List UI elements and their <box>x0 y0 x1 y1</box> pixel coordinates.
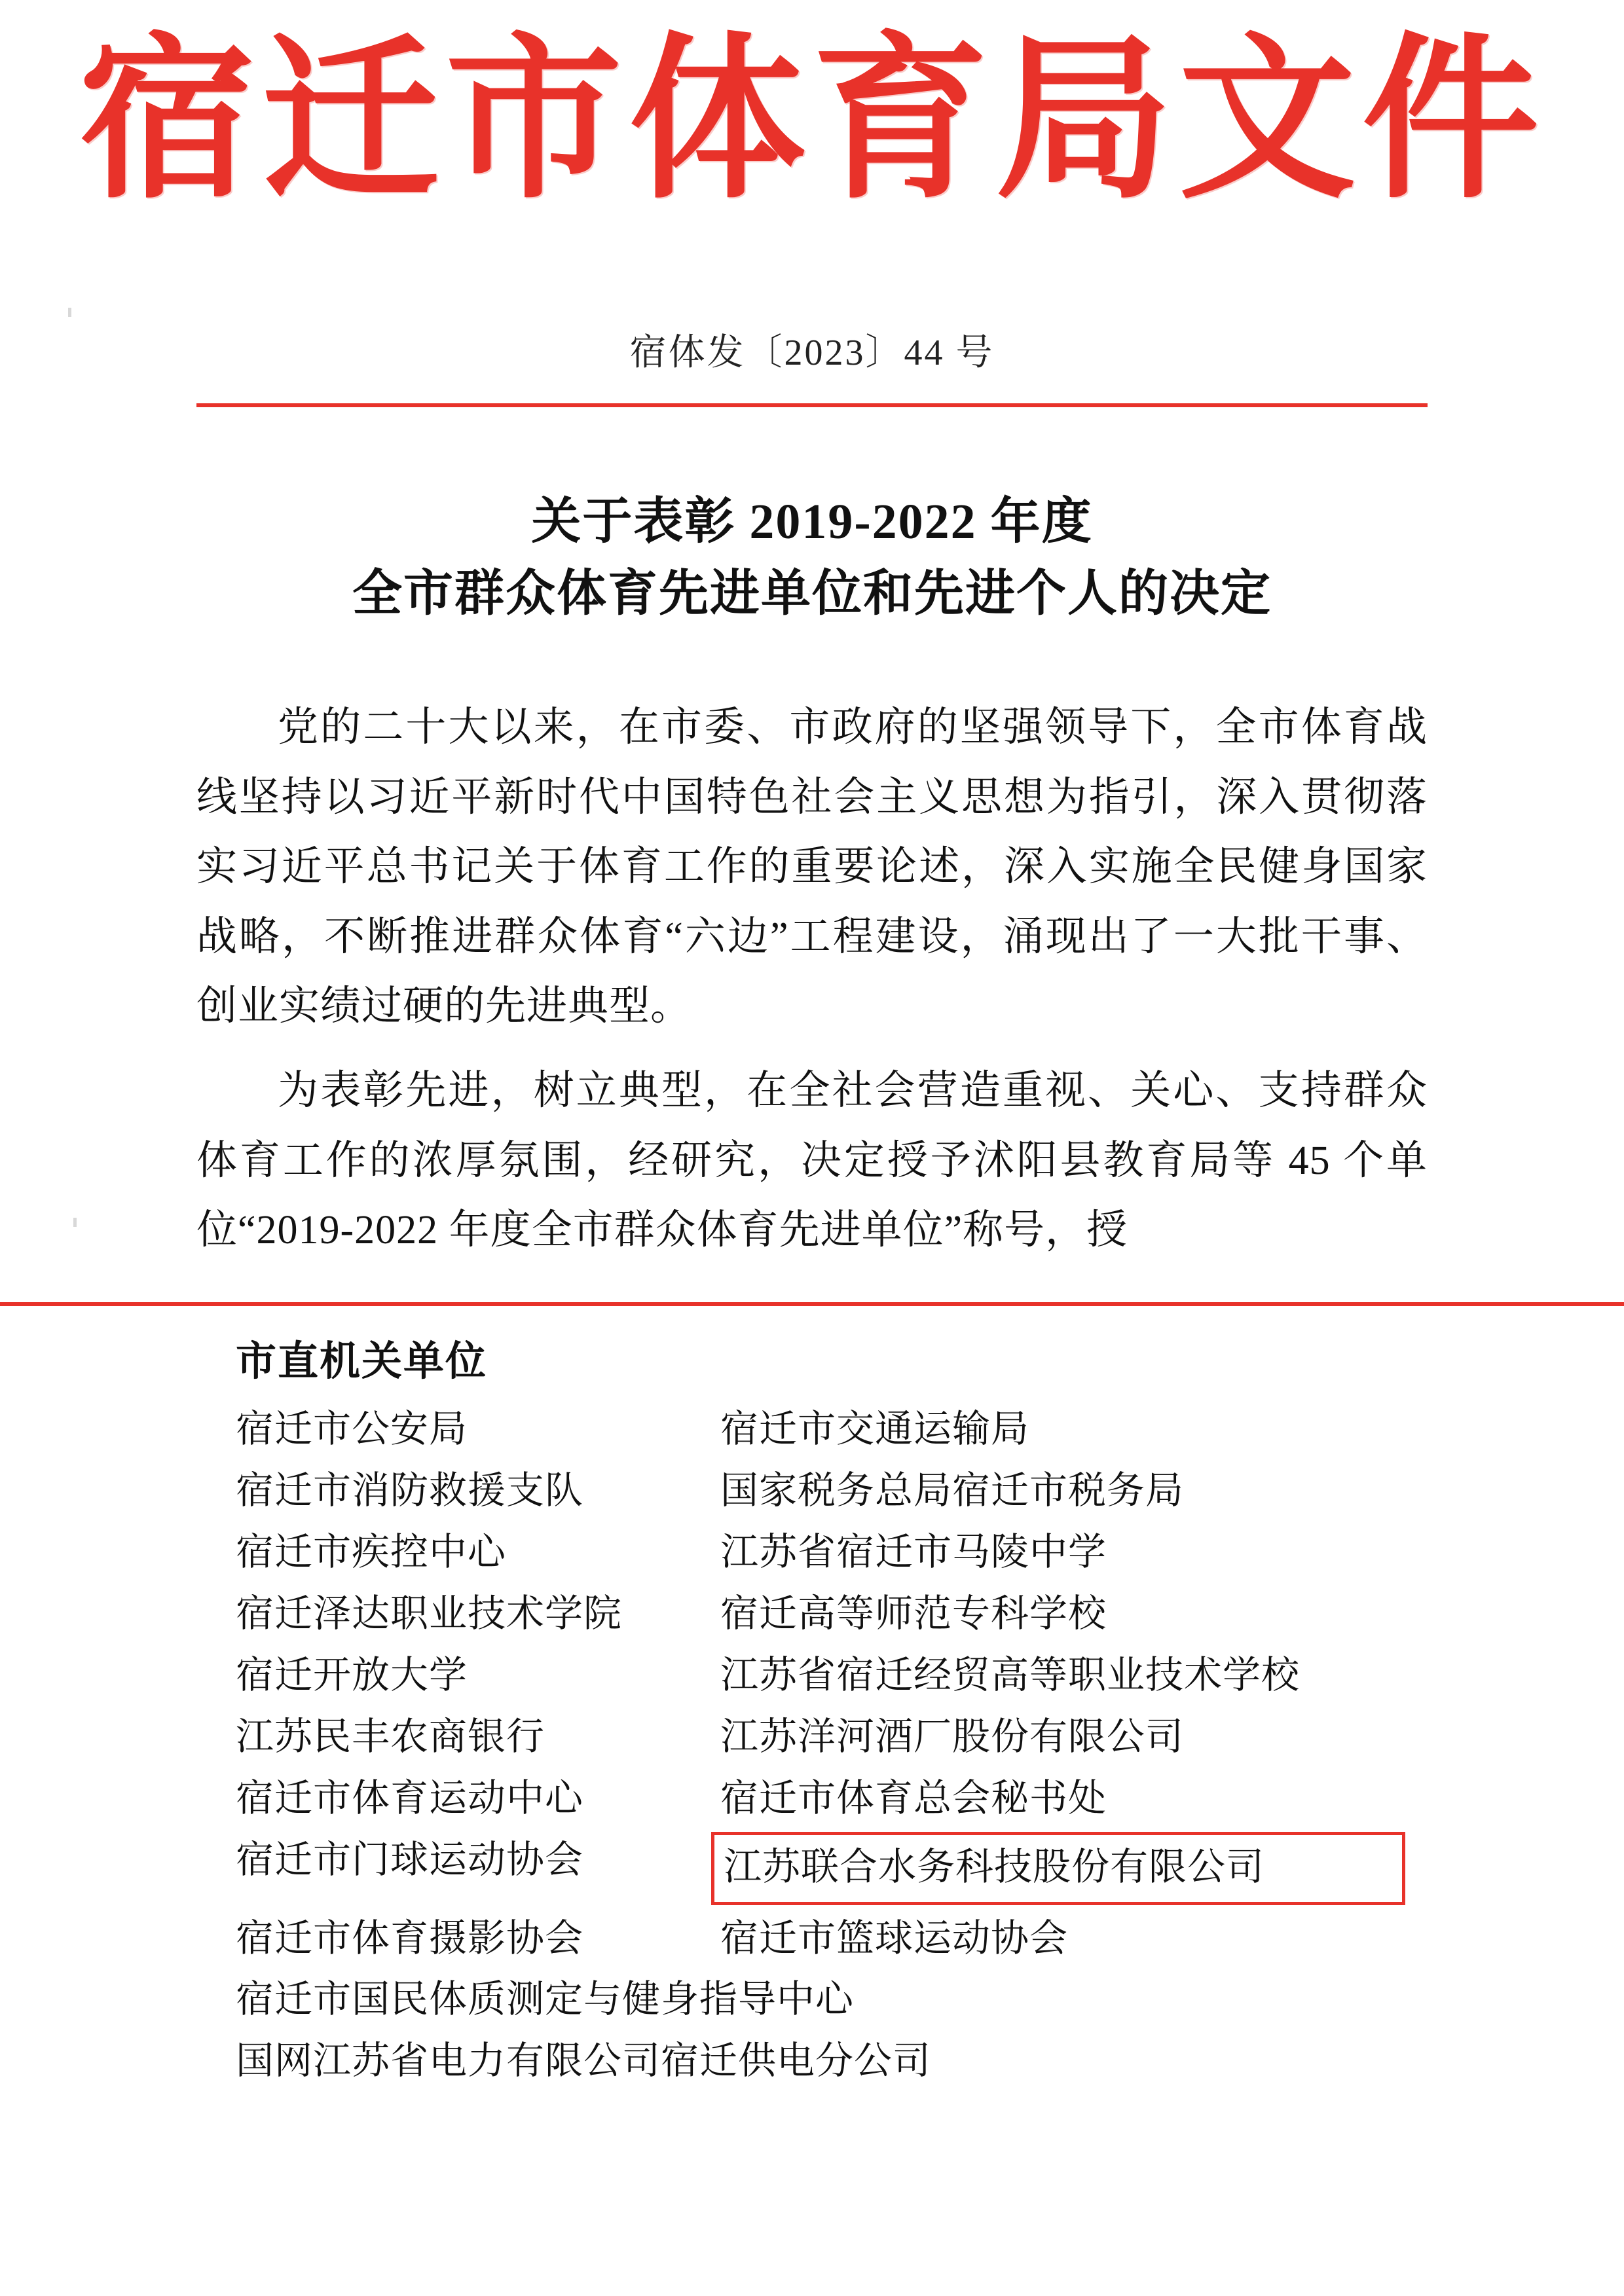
highlighted-entry: 江苏联合水务科技股份有限公司 <box>711 1832 1405 1905</box>
list-item-right: 江苏省宿迁经贸高等职业技术学校 <box>720 1653 1301 1696</box>
list-item <box>236 1583 1428 1645</box>
award-list-section <box>236 1328 1428 2092</box>
page-title-line-1: 关于表彰 2019-2022 年度 <box>531 494 1093 549</box>
list-heading: 市直机关单位 <box>236 1339 488 1384</box>
list-item-highlighted <box>236 1829 1428 1908</box>
list-item-left: 宿迁市消防救援支队 <box>236 1468 584 1512</box>
body-text <box>196 693 1428 1266</box>
masthead-title: 宿迁市体育局文件 <box>79 14 1545 223</box>
list-item-left: 宿迁市体育摄影协会 <box>236 1916 584 1959</box>
list-item-left: 宿迁开放大学 <box>236 1653 468 1696</box>
list-item-left: 宿迁市疾控中心 <box>236 1530 507 1573</box>
list-item <box>236 1768 1428 1829</box>
scan-artifact <box>73 1218 77 1227</box>
page-title-line-2: 全市群众体育先进单位和先进个人的决定 <box>352 566 1272 621</box>
list-item-right: 江苏省宿迁市马陵中学 <box>720 1530 1107 1573</box>
list-item <box>236 1460 1428 1522</box>
list-item-right: 宿迁市篮球运动协会 <box>720 1916 1069 1959</box>
list-item <box>236 1398 1428 1460</box>
list-item-right: 宿迁市体育总会秘书处 <box>720 1776 1107 1819</box>
list-item <box>236 1908 1428 1969</box>
list-item <box>236 1969 1428 2030</box>
list-item-left: 宿迁市公安局 <box>236 1407 468 1450</box>
list-item-right: 宿迁高等师范专科学校 <box>720 1592 1107 1635</box>
page-title <box>0 486 1624 630</box>
paragraph-2: 为表彰先进，树立典型，在全社会营造重视、关心、支持群众体育工作的浓厚氛围，经研究，决定授予沭阳县教育局等 45 个单位“2019-2022 年度全市群众体育先进单位”称号，授 <box>196 1068 1428 1253</box>
paragraph-1: 党的二十大以来，在市委、市政府的坚强领导下，全市体育战线坚持以习近平新时代中国特色社会主义思想为指引，深入贯彻落实习近平总书记关于体育工作的重要论述，深入实施全民健身国家战略，不断推进群众体育“六边”工程建设，涌现出了一大批干事、创业实绩过硬的先进典型。 <box>196 704 1428 1029</box>
document-number: 宿体发〔2023〕44 号 <box>629 332 995 373</box>
list-item-left: 国网江苏省电力有限公司宿迁供电分公司 <box>236 2039 932 2083</box>
list-item-left: 宿迁泽达职业技术学院 <box>236 1592 623 1635</box>
section-divider <box>0 1302 1624 1306</box>
list-item <box>236 1645 1428 1706</box>
list-item-left: 江苏民丰农商银行 <box>236 1715 545 1758</box>
list-item-left: 宿迁市门球运动协会 <box>236 1838 584 1881</box>
list-item <box>236 1522 1428 1583</box>
list-item-left: 宿迁市国民体质测定与健身指导中心 <box>236 1978 855 2021</box>
list-item-left: 宿迁市体育运动中心 <box>236 1776 584 1819</box>
list-item <box>236 2030 1428 2092</box>
masthead <box>0 0 1624 223</box>
list-item-right: 国家税务总局宿迁市税务局 <box>720 1468 1185 1512</box>
list-item <box>236 1706 1428 1768</box>
scan-artifact <box>68 308 71 317</box>
list-item-right: 江苏洋河酒厂股份有限公司 <box>720 1715 1185 1758</box>
header-divider <box>196 403 1428 407</box>
list-item-right: 宿迁市交通运输局 <box>720 1407 1030 1450</box>
